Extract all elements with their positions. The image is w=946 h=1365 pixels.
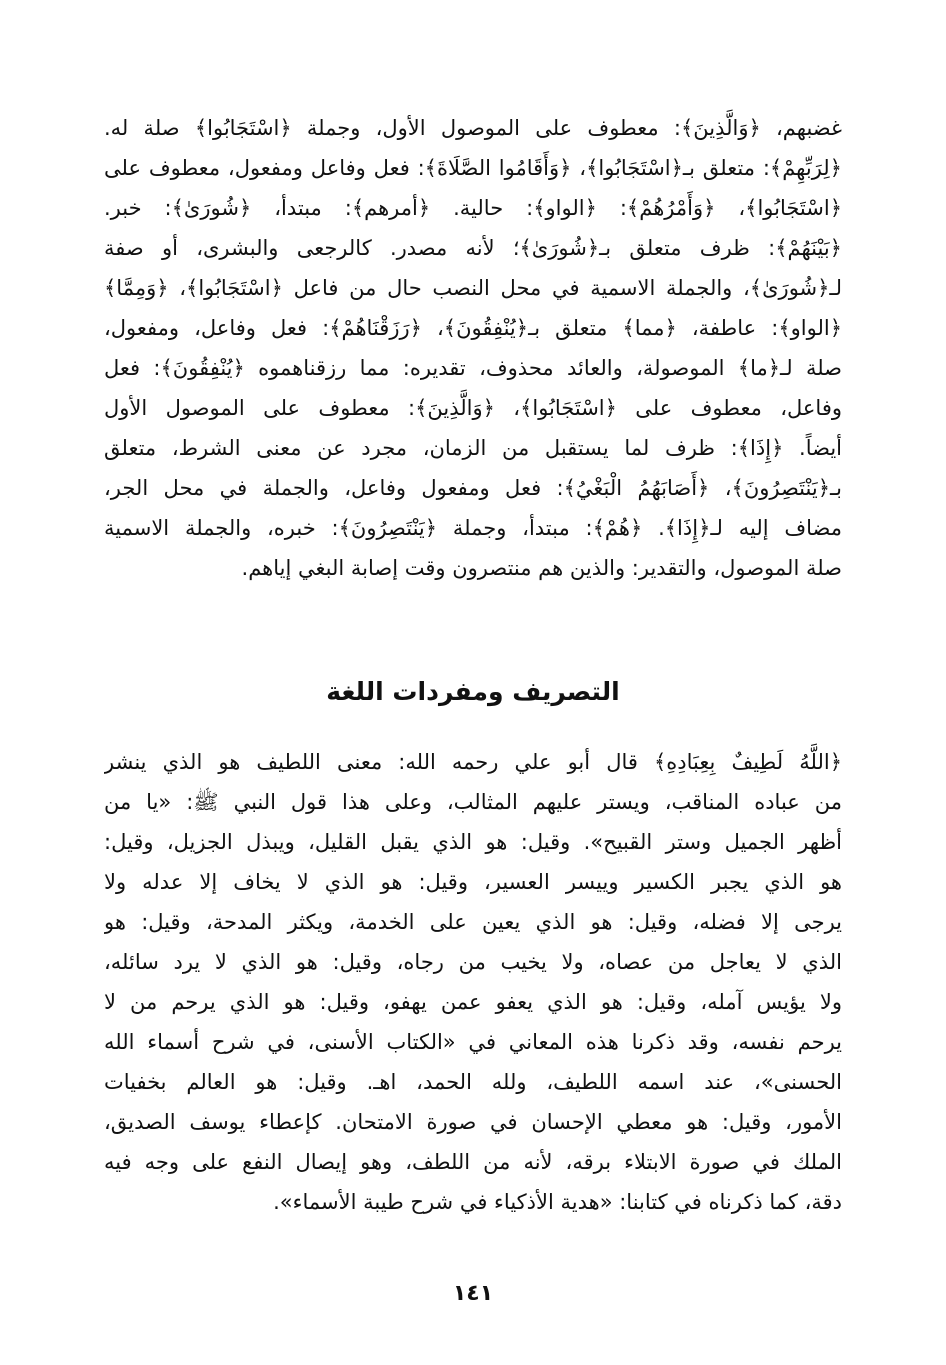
text-line: ولا يؤيس آمله، وقيل: هو الذي يعفو عمن يهفو، وقيل: هو الذي يرحم من لا <box>104 990 842 1014</box>
text-line: يرجى إلا فضله، وقيل: هو الذي يعين على الخدمة، ويكثر المدحة، وقيل: هو <box>104 910 842 934</box>
text-line: ﴿الواو﴾: عاطفة، ﴿مما﴾ متعلق بـ﴿يُنْفِقُونَ﴾، ﴿رَزَقْنَاهُمْ﴾: فعل وفاعل، ومفعول، <box>104 316 842 340</box>
text-line: صلة لـ﴿ما﴾ الموصولة، والعائد محذوف، تقديره: مما رزقناهموه ﴿يُنْفِقُونَ﴾: فعل <box>104 356 842 380</box>
text-line: غضبهم، ﴿وَالَّذِينَ﴾: معطوف على الموصول الأول، وجملة ﴿اسْتَجَابُوا﴾ صلة له. <box>104 116 842 140</box>
text-line: من عباده المناقب، ويستر عليهم المثالب، وعلى هذا قول النبي ﷺ: «يا من <box>104 790 842 814</box>
text-line: بـ﴿يَنْتَصِرُونَ﴾، ﴿أَصَابَهُمُ الْبَغْيُ﴾: فعل ومفعول وفاعل، والجملة في محل الجر، <box>104 476 842 500</box>
text-line: لـ﴿شُورَىٰ﴾، والجملة الاسمية في محل النصب حال من فاعل ﴿اسْتَجَابُوا﴾، ﴿وَمِمَّا﴾ <box>104 276 842 300</box>
text-line: مضاف إليه لـ﴿إِذَا﴾. ﴿هُمْ﴾: مبتدأ، وجملة ﴿يَنْتَصِرُونَ﴾: خبره، والجملة الاسمية <box>104 516 842 540</box>
text-line: الحسنى»، عند اسمه اللطيف، ولله الحمد، اهـ. وقيل: هو العالم بخفيات <box>104 1070 842 1094</box>
page-number: ١٤١ <box>452 1281 494 1306</box>
text-line: ﴿لِرَبِّهِمْ﴾: متعلق بـ﴿اسْتَجَابُوا﴾، ﴿وَأَقَامُوا الصَّلَاةَ﴾: فعل وفاعل ومفعول، معطوف على <box>104 156 842 180</box>
text-line: الذي لا يعاجل من عصاه، ولا يخيب من رجاه، وقيل: هو الذي لا يرد سائله، <box>104 950 842 974</box>
text-line: هو الذي يجبر الكسير وييسر العسير، وقيل: هو الذي لا يخاف إلا عدله ولا <box>104 870 842 894</box>
text-line: وفاعل، معطوف على ﴿اسْتَجَابُوا﴾، ﴿وَالَّذِينَ﴾: معطوف على الموصول الأول <box>104 396 842 420</box>
section-heading: التصريف ومفردات اللغة <box>326 677 620 706</box>
text-line: صلة الموصول، والتقدير: والذين هم منتصرون وقت إصابة البغي إياهم. <box>241 556 842 580</box>
text-line: أيضاً. ﴿إِذَا﴾: ظرف لما يستقبل من الزمان، مجرد عن معنى الشرط، متعلق <box>104 436 842 460</box>
text-line: أظهر الجميل وستر القبيح». وقيل: هو الذي يقبل القليل، ويبذل الجزيل، وقيل: <box>104 830 842 854</box>
text-line: ﴿بَيْنَهُمْ﴾: ظرف متعلق بـ﴿شُورَىٰ﴾؛ لأنه مصدر. كالرجعى والبشرى، أو صفة <box>104 236 842 260</box>
text-line: ﴿اسْتَجَابُوا﴾، ﴿وَأَمْرُهُمْ﴾: ﴿الواو﴾: حالية. ﴿أمرهم﴾: مبتدأ، ﴿شُورَىٰ﴾: خبر. <box>104 196 842 220</box>
text-line: دقة، كما ذكرناه في كتابنا: «هدية الأذكياء في شرح طيبة الأسماء». <box>273 1190 842 1214</box>
text-line: الملك في صورة الابتلاء برقه، لأنه من اللطف، وهو إيصال النفع على وجه فيه <box>104 1150 842 1174</box>
text-line: ﴿اللَّهُ لَطِيفٌ بِعِبَادِهِ﴾ قال أبو علي رحمه الله: معنى اللطيف هو الذي ينشر <box>104 750 842 774</box>
top-paragraph <box>104 108 842 628</box>
text-line: الأمور، وقيل: هو معطي الإحسان في صورة الامتحان. كإعطاء يوسف الصديق، <box>104 1110 842 1134</box>
section-paragraph <box>104 742 842 1262</box>
text-line: يرحم نفسه، وقد ذكرنا هذه المعاني في «الكتاب الأسنى، في شرح أسماء الله <box>104 1030 842 1054</box>
